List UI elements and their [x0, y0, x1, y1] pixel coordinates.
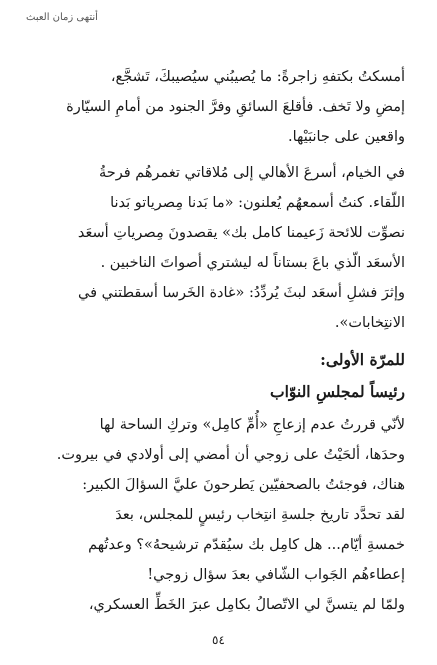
text-line: هناك، فوجئتُ بالصحفيّين يَطرحونَ عليَّ السؤالَ الكبير: — [82, 477, 405, 493]
text-line: لقد تحدَّد تاريخ جلسةِ انتِخاب رئيسٍ للمجلس، بعدَ — [115, 507, 405, 523]
text-line: الأسعَد الّذي باعَ بستاناً له ليشتري أصواتَ الناخبين . — [100, 255, 405, 271]
section-subheading: رئيساً لمجلسِ النوّاب — [269, 382, 405, 401]
text-line: إعطاءهُم الجَواب الشّافي بعدَ سؤال زوجي! — [147, 567, 405, 583]
running-header: أنتهى زمان العبث — [26, 12, 98, 23]
text-line: وحدَها، ألحَيْتُ على زوجي أن أمضي إلى أولادي في بيروت. — [56, 447, 405, 463]
section-heading: للمرّة الأولى: — [320, 350, 405, 369]
page-number: ٥٤ — [212, 633, 225, 647]
text-line: خمسةِ أيّام... هل كامِل بك سيُقدّم ترشيحهُ»؟ وعدتُهم — [88, 537, 405, 553]
text-line: واقعين على جانبَيْها. — [287, 129, 405, 145]
text-line: وإثرَ فشلِ أسعَد لبثَ يُردِّدُ: «غادة الخَرسا أسقطتني في — [77, 285, 405, 301]
text-line: نصوِّت للائحة زَعيمنا كامل بك» يقصدونَ مِصرياتِ أسعَد — [77, 225, 405, 241]
text-line: لأنّي قررتُ عدم إزعاجِ «أُمِّ كامِل» وتركِ الساحة لها — [99, 417, 405, 433]
body-text — [26, 62, 405, 620]
text-line: الانتِخابات». — [334, 315, 405, 331]
text-line: في الخيام، أسرعَ الأهالي إلى مُلاقاتي تغمرهُم فرحةُ — [98, 165, 405, 181]
text-line: ولمّا لم يتسنَّ لي الاتّصالُ بكامِل عبرَ الخَطِّ العسكري، — [88, 597, 405, 613]
text-line: أمسكتُ بكتفهِ زاجرةً: ما يُصيبُني سيُصيبكَ، تَشجَّع، — [110, 69, 405, 85]
text-line: اللّقاء. كنتُ أسمعهُم يُعلنون: «ما بَدنا مِصرياتو بَدنا — [110, 195, 405, 211]
text-line: إمضِ ولا تَخف. فأقلعَ السائقِ وفرَّ الجنود من أمامِ السيّارة — [66, 99, 405, 115]
